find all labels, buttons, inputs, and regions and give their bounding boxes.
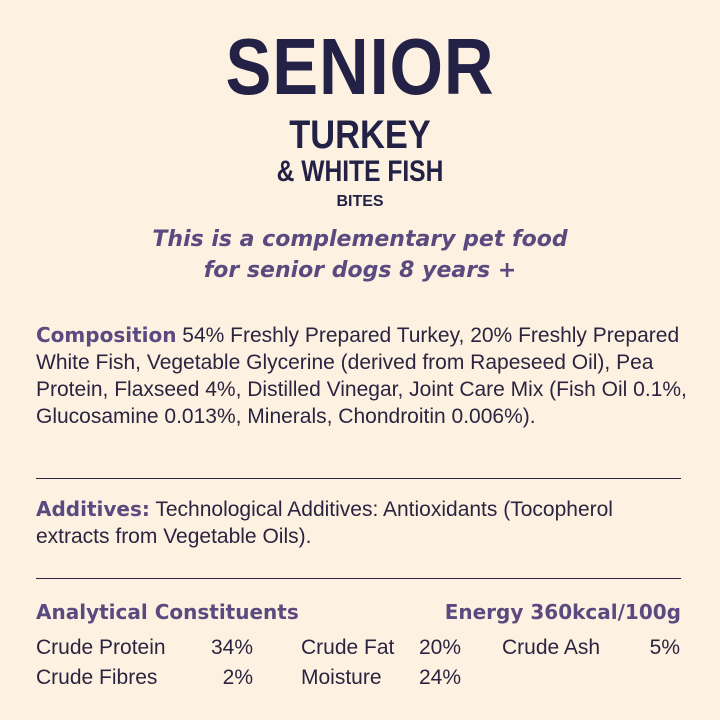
- analytical-header: [36, 600, 681, 630]
- constituent-name: Crude Fibres: [36, 666, 158, 689]
- title-senior: SENIOR: [225, 22, 495, 111]
- composition-section: [36, 322, 688, 430]
- title-white-fish: & WHITE FISH: [276, 155, 444, 188]
- constituent-value: 34%: [210, 636, 253, 659]
- title-turkey: TURKEY: [289, 113, 431, 157]
- title-bites: BITES: [336, 193, 384, 210]
- constituent-value: 2%: [222, 666, 253, 689]
- composition-label: Composition: [36, 323, 177, 347]
- additives-text: Technological Additives: Antioxidants (Tocopherol extracts from Vegetable Oils).: [36, 498, 613, 548]
- divider: [36, 478, 681, 479]
- energy-label: Energy 360kcal/100g: [444, 600, 681, 624]
- additives-label: Additives:: [36, 497, 150, 521]
- constituent-name: Moisture: [301, 666, 382, 689]
- constituent-value: 5%: [649, 636, 680, 659]
- tagline-line-2: for senior dogs 8 years +: [203, 258, 517, 283]
- constituent-value: 20%: [418, 636, 461, 659]
- tagline: [0, 224, 720, 286]
- constituent-name: Crude Protein: [36, 636, 166, 659]
- analytical-constituents-label: Analytical Constituents: [36, 600, 299, 624]
- tagline-line-1: This is a complementary pet food: [152, 227, 568, 252]
- constituent-value: 24%: [418, 666, 461, 689]
- constituent-name: Crude Ash: [502, 636, 601, 659]
- composition-text: 54% Freshly Prepared Turkey, 20% Freshly Prepared White Fish, Vegetable Glycerine (derived from Rapeseed Oil), Pea Protein, Flaxseed 4%, Distilled Vinegar, Joint Care Mix (Fish Oil 0.1%, Glucosamine 0.013%, Minerals, Chondroitin 0.006%).: [36, 324, 687, 428]
- constituent-name: Crude Fat: [301, 636, 395, 659]
- divider: [36, 578, 681, 579]
- additives-section: [36, 496, 688, 550]
